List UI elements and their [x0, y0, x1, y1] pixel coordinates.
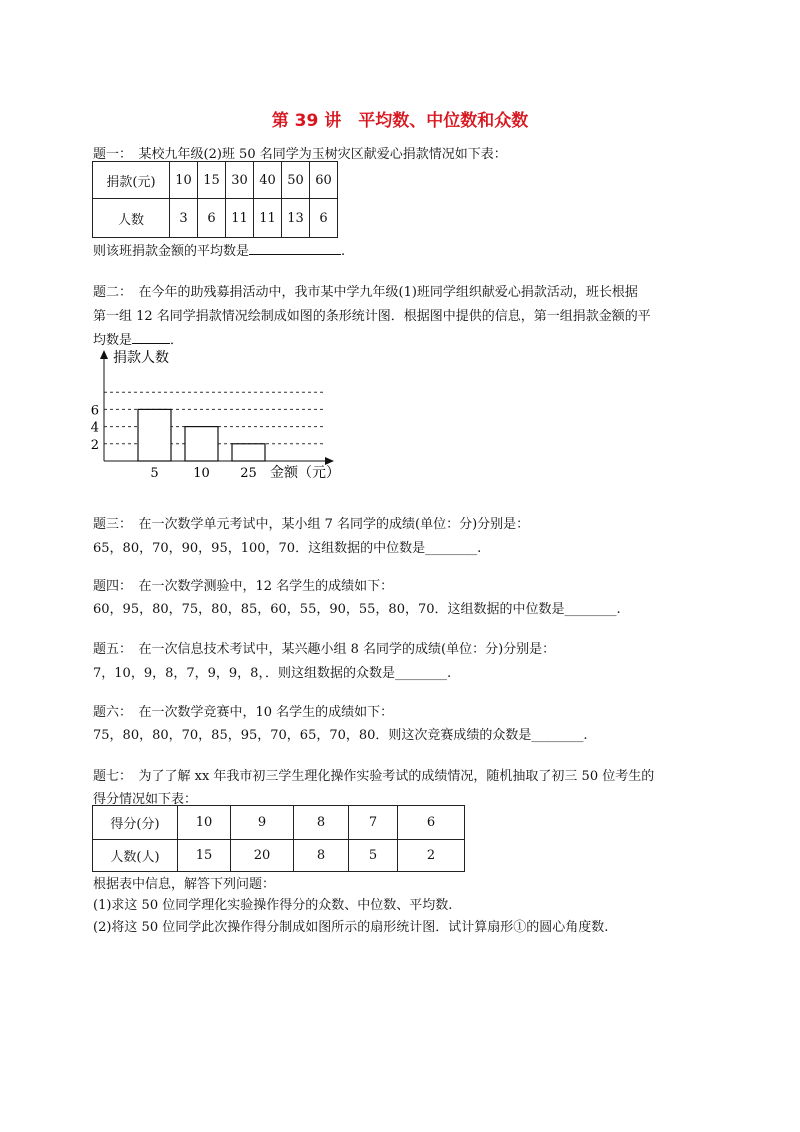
bar	[232, 444, 265, 461]
q1-cell: 6	[198, 199, 226, 238]
q3-line1: 题三： 在一次数学单元考试中，某小组 7 名同学的成绩(单位：分)分别是：	[93, 517, 530, 532]
x-axis-label: 金额（元）	[270, 465, 340, 481]
q7-line2: 得分情况如下表：	[93, 792, 198, 807]
q7-cell: 15	[178, 840, 231, 872]
q1-cell: 50	[282, 162, 310, 199]
q1-after-end: .	[341, 244, 346, 259]
q1-cell: 3	[170, 199, 198, 238]
q5-line2: 7，10，9，8，7，9，9，8，．则这组数据的众数是________.	[93, 666, 452, 681]
q1-after-text: 则该班捐款金额的平均数是	[93, 244, 250, 259]
q1-table	[92, 161, 338, 238]
q1-cell: 30	[226, 162, 254, 199]
q1-cell: 15	[198, 162, 226, 199]
q4-line1: 题四： 在一次数学测验中，12 名学生的成绩如下：	[93, 579, 394, 594]
q5-line1: 题五： 在一次信息技术考试中，某兴趣小组 8 名同学的成绩(单位：分)分别是：	[93, 642, 556, 657]
x-axis-arrow	[325, 457, 334, 465]
q2-line2: 第一组 12 名同学捐款情况绘制成如图的条形统计图．根据图中提供的信息，第一组捐款金额的平	[93, 309, 651, 324]
y-tick-label: 2	[90, 437, 99, 453]
y-tick-label: 6	[90, 403, 99, 419]
q7-after2: (1)求这 50 位同学理化实验操作得分的众数、中位数、平均数.	[93, 898, 453, 913]
q7-cell: 7	[349, 806, 398, 840]
q4-line2: 60，95，80，75，80，85，60，55，90，55，80，70．这组数据的中位数是________.	[93, 602, 621, 617]
q7-cell: 9	[231, 806, 294, 840]
q1-cell: 6	[310, 199, 338, 238]
q7-line1: 题七： 为了了解 xx 年我市初三学生理化操作实验考试的成绩情况，随机抽取了初三 50 位考生的	[93, 769, 655, 784]
bar	[138, 409, 171, 461]
q1-cell: 10	[170, 162, 198, 199]
donation-bar-chart	[88, 346, 358, 482]
q7-cell: 10	[178, 806, 231, 840]
answer-blank	[132, 331, 170, 344]
q1-after	[93, 240, 345, 259]
x-tick-label: 25	[240, 466, 257, 481]
q7-cell: 20	[231, 840, 294, 872]
q3-line2: 65，80，70，90，95，100，70．这组数据的中位数是________.	[93, 541, 482, 556]
page-title: 第 39 讲 平均数、中位数和众数	[271, 111, 529, 131]
q7-table	[92, 805, 465, 872]
y-axis-label: 捐款人数	[113, 350, 169, 366]
q1-row2-label: 人数	[93, 199, 170, 238]
q1-text: 题一： 某校九年级(2)班 50 名同学为玉树灾区献爱心捐款情况如下表：	[93, 147, 507, 162]
q7-after3: (2)将这 50 位同学此次操作得分制成如图所示的扇形统计图．试计算扇形①的圆心角度数.	[93, 920, 609, 935]
q6-line1: 题六： 在一次数学竞赛中，10 名学生的成绩如下：	[93, 705, 394, 720]
q7-cell: 6	[398, 806, 465, 840]
answer-blank	[249, 242, 341, 255]
y-tick-label: 4	[90, 420, 99, 436]
q7-cell: 5	[349, 840, 398, 872]
q1-cell: 60	[310, 162, 338, 199]
q2-line3-text: 均数是	[93, 333, 133, 348]
q7-row1-label: 得分(分)	[93, 806, 178, 840]
q1-cell: 40	[254, 162, 282, 199]
q1-cell: 13	[282, 199, 310, 238]
x-tick-label: 5	[150, 466, 159, 481]
q1-row1-label: 捐款(元)	[93, 162, 170, 199]
q7-cell: 8	[294, 840, 349, 872]
q7-row2-label: 人数(人)	[93, 840, 178, 872]
x-tick-label: 10	[193, 466, 210, 481]
q1-cell: 11	[254, 199, 282, 238]
q1-cell: 11	[226, 199, 254, 238]
bar	[185, 427, 218, 461]
q7-after1: 根据表中信息，解答下列问题：	[93, 877, 276, 892]
q2-line3-end: ．	[170, 333, 184, 348]
q7-cell: 2	[398, 840, 465, 872]
q7-cell: 8	[294, 806, 349, 840]
q2-line1: 题二： 在今年的助残募捐活动中，我市某中学九年级(1)班同学组织献爱心捐款活动，班长根据	[93, 285, 638, 300]
y-axis-arrow	[100, 350, 108, 359]
q6-line2: 75，80，80，70，85，95，70，65，70，80．则这次竞赛成绩的众数是________.	[93, 728, 588, 743]
